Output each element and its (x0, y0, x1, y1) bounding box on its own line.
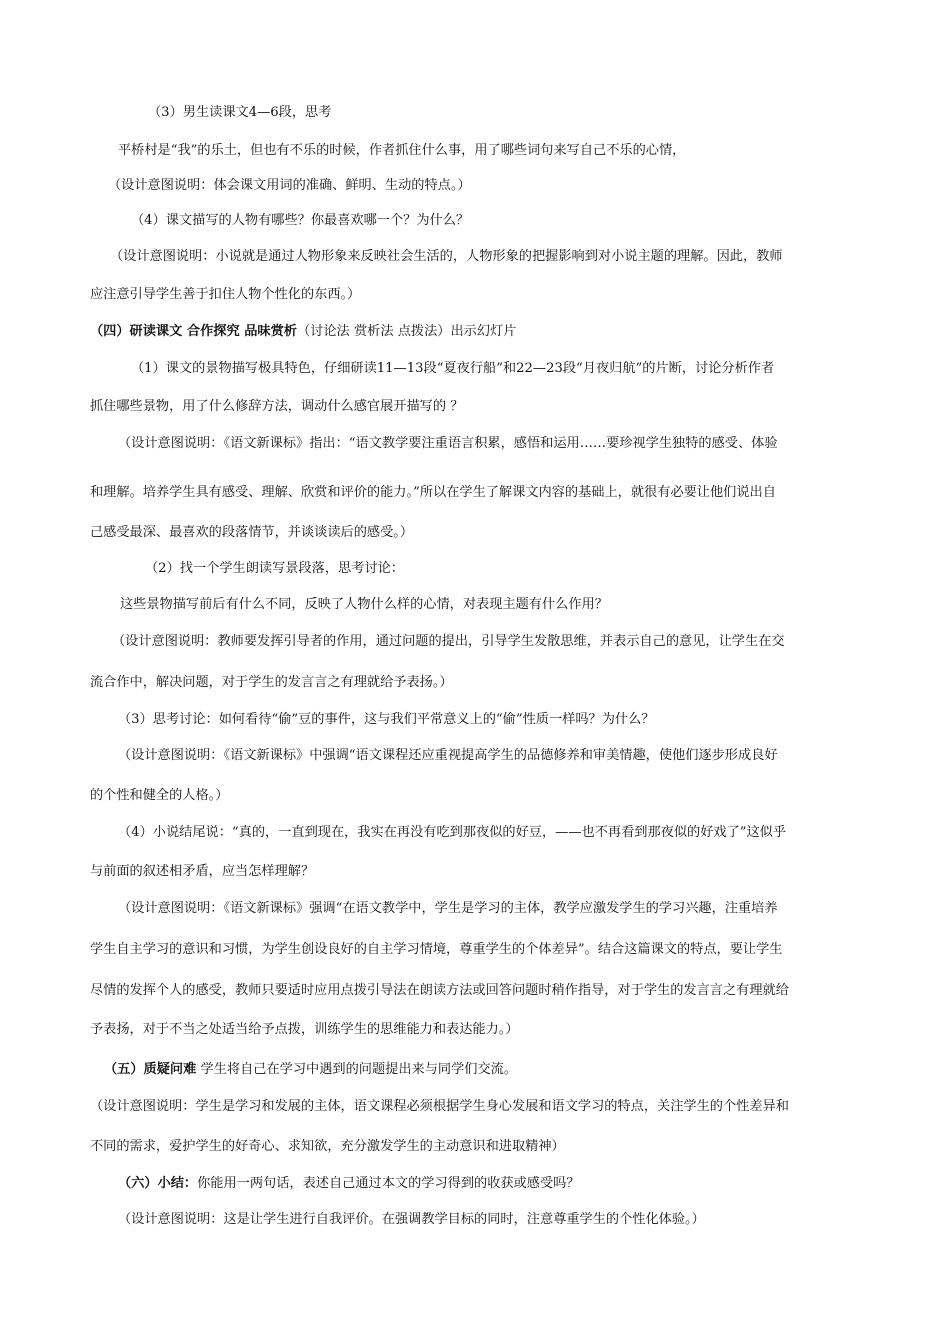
paragraph-design-intent-characters-line2: 应注意引导学生善于扣住人物个性化的东西。） (90, 287, 361, 302)
paragraph-design-intent-subject-line4: 予表扬，对于不当之处适当给予点拨，训练学生的思维能力和表达能力。） (90, 1022, 519, 1037)
paragraph-design-intent-guide-line2: 流合作中，解决问题，对于学生的发言言之有理就给予表扬。） (90, 675, 453, 690)
paragraph-q2-read-scenery: （2）找一个学生朗读写景段落，思考讨论： (145, 561, 404, 576)
paragraph-design-intent-morality-line1: （设计意图说明：《语文新课标》中强调“语文课程还应重视提高学生的品德修养和审美情趣，使他们逐步形成良好 (118, 748, 778, 763)
paragraph-design-intent-characters-line1: （设计意图说明：小说就是通过人物形象来反映社会生活的，人物形象的把握影响到对小说主题的理解。因此，教师 (110, 249, 783, 264)
paragraph-design-intent-curriculum-line3: 己感受最深、最喜欢的段落情节，并谈谈读后的感受。） (90, 525, 414, 540)
paragraph-design-intent-subject-line1: （设计意图说明：《语文新课标》强调“在语文教学中，学生是学习的主体，教学应激发学生的学习兴趣，注重培养 (118, 901, 778, 916)
paragraph-pingqiao-village: 平桥村是“我”的乐土，但也有不乐的时候，作者抓住什么事，用了哪些词句来写自己不乐的心情， (118, 143, 686, 158)
paragraph-q1-scenery-line2: 抓住哪些景物，用了什么修辞方法，调动什么感官展开描写的 ？ (90, 399, 464, 414)
paragraph-q4-characters: （4）课文描写的人物有哪些？你最喜欢哪一个？为什么？ (131, 213, 470, 228)
section-six-title: （六）小结： (118, 1176, 198, 1191)
paragraph-design-intent-curriculum-line2: 和理解。培养学生具有感受、理解、欣赏和评价的能力。”所以在学生了解课文内容的基础上，就很有必要让他们说出自 (90, 485, 776, 500)
paragraph-design-intent-subject-line2: 学生自主学习的意识和习惯，为学生创设良好的自主学习情境，尊重学生的个体差异”。结合这篇课文的特点，要让学生 (90, 942, 783, 957)
paragraph-design-intent-development-line1: （设计意图说明：学生是学习和发展的主体，语文课程必须根据学生身心发展和语文学习的特点，关注学生的个性差异和 (90, 1099, 789, 1114)
section-four-title: （四）研读课文 合作探究 品味赏析 (90, 324, 297, 339)
paragraph-design-intent-guide-line1: （设计意图说明：教师要发挥引导者的作用，通过问题的提出，引导学生发散思维，并表示自己的意见，让学生在交 (112, 634, 785, 649)
paragraph-design-intent-wording: （设计意图说明：体会课文用词的准确、鲜明、生动的特点。） (108, 178, 471, 193)
paragraph-design-intent-morality-line2: 的个性和健全的人格。） (90, 788, 229, 803)
paragraph-q3-stealing-beans: （3）思考讨论：如何看待“偷”豆的事件，这与我们平常意义上的“偷”性质一样吗？为什么？ (118, 712, 655, 727)
paragraph-q4-ending-line2: 与前面的叙述相矛盾，应当怎样理解？ (90, 864, 315, 879)
paragraph-scenery-difference: 这些景物描写前后有什么不同，反映了人物什么样的心情，对表现主题有什么作用？ (120, 597, 608, 612)
paragraph-q4-ending-line1: （4）小说结尾说：“真的，一直到现在，我实在再没有吃到那夜似的好豆，——也不再看到那夜似的好戏了”这似乎 (118, 825, 787, 840)
section-heading-six (118, 1174, 950, 1194)
section-heading-five (104, 1060, 950, 1080)
section-five-text: 学生将自己在学习中遇到的问题提出来与同学们交流。 (196, 1062, 518, 1077)
paragraph-design-intent-curriculum-line1: （设计意图说明：《语文新课标》指出：“语文教学要注重语言积累，感悟和运用……要珍视学生独特的感受、体验 (118, 436, 778, 451)
section-six-text: 你能用一两句话，表述自己通过本文的学习得到的收获或感受吗？ (197, 1176, 580, 1191)
section-five-title: （五）质疑问难 (104, 1062, 197, 1077)
paragraph-design-intent-self-evaluation: （设计意图说明：这是让学生进行自我评价。在强调教学目标的同时，注意尊重学生的个性化体验。） (118, 1212, 705, 1227)
paragraph-design-intent-development-line2: 不同的需求，爱护学生的好奇心、求知欲，充分激发学生的主动意识和进取精神） (90, 1139, 565, 1154)
paragraph-q3-boys-read: （3）男生读课文4—6段，思考 (148, 105, 332, 120)
section-four-methods: （讨论法 赏析法 点拨法）出示幻灯片 (297, 324, 517, 339)
paragraph-q1-scenery-line1: （1）课文的景物描写极具特色，仔细研读11—13段“夏夜行船”和22—23段“月夜归航”的片断，讨论分析作者 (131, 361, 775, 376)
paragraph-design-intent-subject-line3: 尽情的发挥个人的感受，教师只要适时应用点拨引导法在朗读方法或回答问题时稍作指导，对于学生的发言言之有理就给 (90, 983, 789, 998)
section-heading-four (90, 322, 950, 342)
